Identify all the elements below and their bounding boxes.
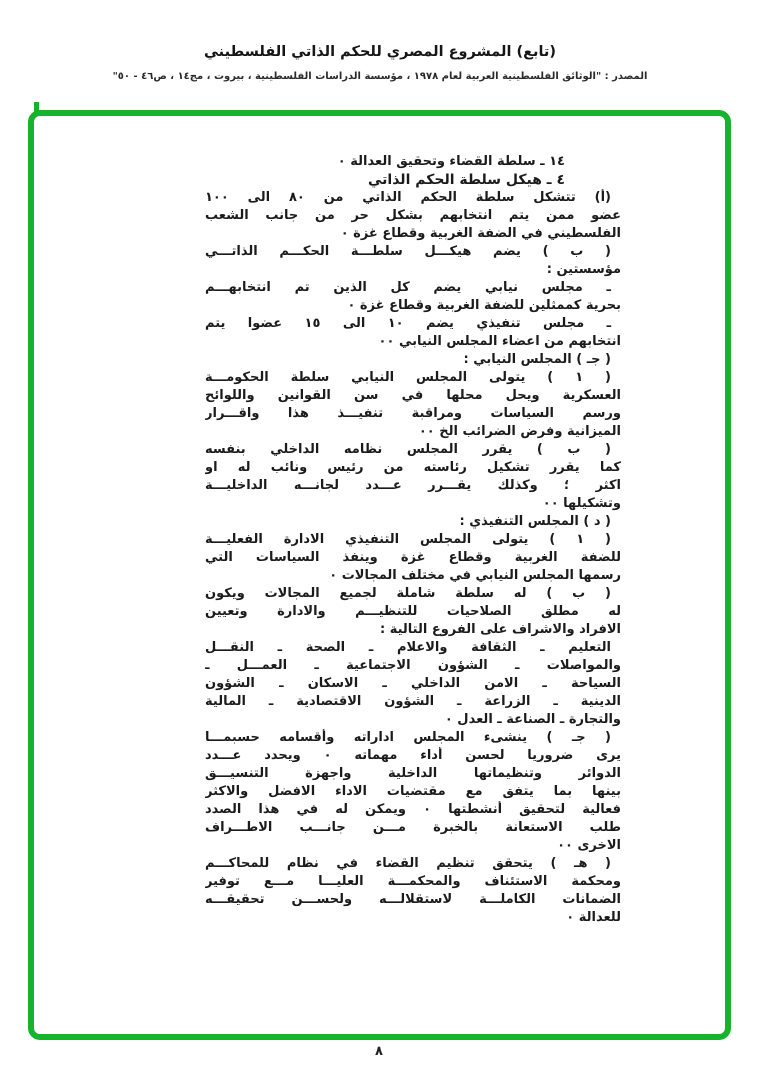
text-line: رسمها المجلس النيابي في مختلف المجالات ٠ [329,568,621,583]
text-line: طلب الاستعانة بالخبرة مـــن جانـــب الاطـــراف [205,820,621,835]
text-line: ٤ ـ هيكل سلطة الحكم الذاتي [368,172,565,188]
text-line: مؤسستين : [546,262,621,277]
text-line: بحرية كممثلين للضفة الغربية وقطاع غزة ٠ [347,298,621,313]
text-line: بينها بما يتفق مع مقتضيات الاداء الافضل والاكثر [205,784,621,799]
text-line: ( هـ ) يتحقق تنظيم القضاء في نظام للمحاكـــم [205,856,611,871]
text-line: الميزانية وفرض الضرائب الخ ٠٠ [418,424,621,439]
text-line: ( ب ) يضم هيكـــل سلطـــة الحكـــم الذاتـــي [205,244,611,259]
text-line: اكثر ؛ وكذلك يقـــرر عـــدد لجانـــه الداخليـــة [205,478,621,493]
text-line: ومحكمة الاستئناف والمحكمـــة العليـــا مـــع توفير [205,874,621,889]
text-line: فعالية لتحقيق أنشطتها ٠ ويمكن له في هذا الصدد [205,802,621,817]
text-line: العسكرية ويحل محلها في سن القوانين واللوائح [205,388,621,403]
text-line: يرى ضروريا لحسن أداء مهماته ٠ ويحدد عـــدد [205,748,621,763]
text-line: الضمانات الكاملـــة لاستقلالـــه ولحســـن تحقيقـــه [205,892,621,907]
text-line: الاخرى ٠٠ [557,838,621,853]
text-line: كما يقرر تشكيل رئاسته من رئيس ونائب له او [205,460,621,475]
text-line: (أ) تتشكل سلطة الحكم الذاتي من ٨٠ الى ١٠٠ [205,190,611,205]
text-line: السياحة ـ الامن الداخلي ـ الاسكان ـ الشؤون [205,676,621,691]
text-line: الافراد والاشراف على الفروع التالية : [379,622,621,637]
text-line: الفلسطيني في الضفة الغربية وقطاع غزة ٠ [340,226,621,241]
text-line: انتخابهم من اعضاء المجلس النيابي ٠٠ [378,334,621,349]
text-line: والمواصلات ـ الشؤون الاجتماعية ـ العمـــل ـ [205,658,621,673]
document-source-line: المصدر : "الوثائق الفلسطينية العربية لعام ١٩٧٨ ، مؤسسة الدراسات الفلسطينية ، بيروت ، مج١٤ ، ص٤٦ - ٥٠" [112,71,648,82]
text-line: ـ مجلس تنفيذي يضم ١٠ الى ١٥ عضوا يتم [205,316,612,331]
page-number: ٨ [375,1044,383,1059]
text-line: ١٤ ـ سلطة القضاء وتحقيق العدالة ٠ [337,154,565,169]
text-line: عضو ممن يتم انتخابهم بشكل حر من جانب الشعب [205,208,621,223]
text-line: ( ١ ) يتولى المجلس النيابي سلطة الحكومـــة [205,370,611,385]
text-line: الدينية ـ الزراعة ـ الشؤون الاقتصادية ـ المالية [205,694,621,709]
text-line: الدوائر وتنظيماتها الداخلية واجهزة التنسيـــق [205,766,621,781]
text-line: ( ١ ) يتولى المجلس التنفيذي الادارة الفعليـــة [205,532,611,547]
text-line: التعليم ـ الثقافة والاعلام ـ الصحة ـ النقـــل [205,640,611,655]
text-line: ( د ) المجلس التنفيذي : [459,514,611,529]
text-line: ـ مجلس نيابي يضم كل الذين تم انتخابهـــم [205,280,611,295]
green-border-notch [34,102,39,112]
text-line: ورسم السياسات ومراقبة تنفيـــذ هذا واقـــرار [205,406,621,421]
text-line: ( ب ) يقرر المجلس نظامه الداخلي بنفسه [205,442,611,457]
document-title: (تابع) المشروع المصري للحكم الذاتي الفلسطيني [204,44,556,60]
text-line: له مطلق الصلاحيات للتنظيـــم والادارة وتعيين [205,604,621,619]
text-line: وتشكيلها ٠٠ [542,496,621,511]
document-header [60,44,700,82]
text-line: ( ب ) له سلطة شاملة لجميع المجالات ويكون [205,586,611,601]
text-line: للضفة الغربية وقطاع غزة وينفذ السياسات التي [205,550,621,565]
text-line: والتجارة ـ الصناعة ـ العدل ٠ [444,712,621,727]
document-body-text [205,153,621,927]
text-line: ( جـ ) ينشىء المجلس اداراته وأقسامه حسبمـــا [205,730,611,745]
text-line: ( جـ ) المجلس النيابي : [463,352,611,367]
text-line: للعدالة ٠ [566,910,621,925]
